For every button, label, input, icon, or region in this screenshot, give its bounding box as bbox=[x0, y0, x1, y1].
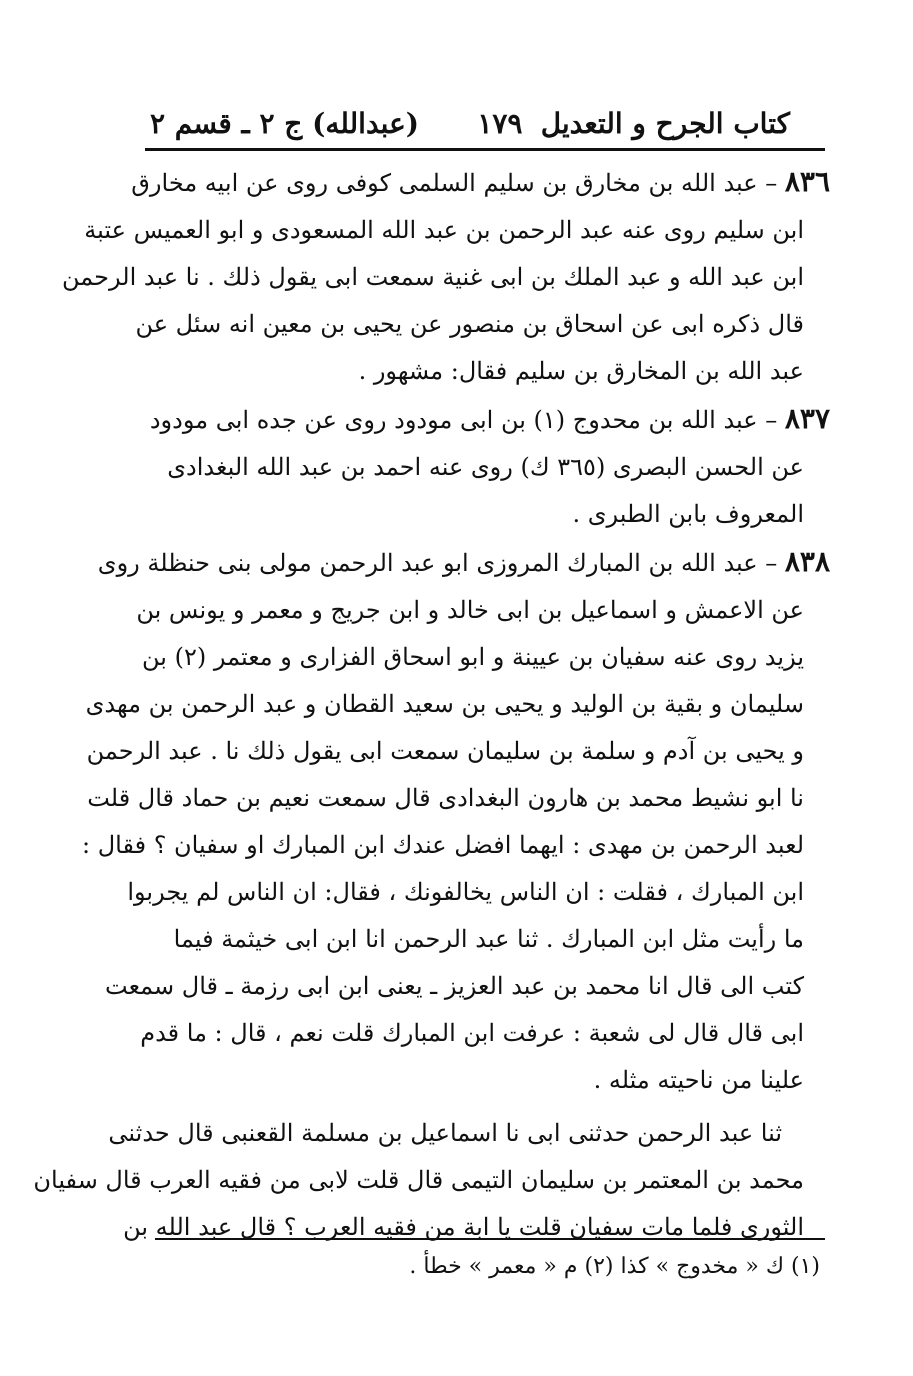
entry-line: نا ابو نشيط محمد بن هارون البغدادى قال سمعت نعيم بن حماد قال قلت bbox=[87, 784, 804, 812]
header-rule bbox=[145, 148, 825, 151]
entry-line: و يحيى بن آدم و سلمة بن سليمان سمعت ابى يقول ذلك نا . عبد الرحمن bbox=[86, 737, 804, 765]
entry-number: ٨٣٨ bbox=[784, 545, 830, 578]
entry-line: المعروف بابن الطبرى . bbox=[572, 500, 804, 528]
page-body bbox=[33, 158, 830, 1251]
entry-line: ٨٣٦ – عبد الله بن مخارق بن سليم السلمى كوفى روى عن ابيه مخارق bbox=[131, 165, 830, 198]
entry-line: ابن المبارك ، فقلت : ان الناس يخالفونك ، فقال: ان الناس لم يجربوا bbox=[127, 878, 804, 906]
entry-line: الثورى فلما مات سفيان قلت يا ابة من فقيه العرب ؟ قال عبد الله بن bbox=[123, 1213, 804, 1241]
footnote: (١) ك « مخدوج » كذا (٢) م « معمر » خطأ . bbox=[409, 1254, 820, 1279]
entry-line: قال ذكره ابى عن اسحاق بن منصور عن يحيى بن معين انه سئل عن bbox=[135, 310, 804, 338]
entry-line: ثنا عبد الرحمن حدثنى ابى نا اسماعيل بن مسلمة القعنبى قال حدثنى bbox=[108, 1119, 782, 1147]
entry-837 bbox=[150, 395, 830, 538]
continuation-paragraph bbox=[33, 1110, 830, 1251]
entry-line: ٨٣٧ – عبد الله بن محدوج (١) بن ابى مودود روى عن جده ابى مودود bbox=[149, 402, 830, 435]
entry-line: عن الحسن البصرى (٣٦٥ ك) روى عنه احمد بن عبد الله البغدادى bbox=[167, 453, 804, 481]
entry-number: ٨٣٧ bbox=[784, 402, 830, 435]
page-number: ١٧٩ bbox=[477, 107, 523, 140]
entry-line: سليمان و بقية بن الوليد و يحيى بن سعيد القطان و عبد الرحمن بن مهدى bbox=[85, 690, 804, 718]
entry-line: عبد الله بن المخارق بن سليم فقال: مشهور . bbox=[358, 357, 804, 385]
entry-line: علينا من ناحيته مثله . bbox=[593, 1066, 804, 1094]
entry-836 bbox=[62, 158, 830, 395]
entry-line: عن الاعمش و اسماعيل بن ابى خالد و ابن جريج و معمر و يونس بن bbox=[136, 596, 804, 624]
section-label: (عبدالله) ج ٢ ـ قسم ٢ bbox=[150, 107, 420, 140]
entry-line: يزيد روى عنه سفيان بن عيينة و ابو اسحاق الفزارى و معتمر (٢) بن bbox=[142, 643, 804, 671]
running-header bbox=[150, 85, 790, 140]
entry-line: ابن عبد الله و عبد الملك بن ابى غنية سمعت ابى يقول ذلك . نا عبد الرحمن bbox=[62, 263, 804, 291]
entry-line: ٨٣٨ – عبد الله بن المبارك المروزى ابو عبد الرحمن مولى بنى حنظلة روى bbox=[97, 545, 830, 578]
entry-line: محمد بن المعتمر بن سليمان التيمى قال قلت لابى من فقيه العرب قال سفيان bbox=[33, 1166, 804, 1194]
entry-number: ٨٣٦ bbox=[784, 165, 830, 198]
entry-838 bbox=[81, 538, 830, 1104]
entry-line: ما رأيت مثل ابن المبارك . ثنا عبد الرحمن انا ابن ابى خيثمة فيما bbox=[173, 925, 804, 953]
footnote-rule bbox=[155, 1238, 825, 1240]
entry-line: كتب الى قال انا محمد بن عبد العزيز ـ يعنى ابن ابى رزمة ـ قال سمعت bbox=[105, 972, 804, 1000]
entry-line: لعبد الرحمن بن مهدى : ايهما افضل عندك ابن المبارك او سفيان ؟ فقال : bbox=[81, 831, 804, 859]
book-title: كتاب الجرح و التعديل bbox=[540, 107, 790, 140]
entry-line: ابى قال قال لى شعبة : عرفت ابن المبارك قلت نعم ، قال : ما قدم bbox=[140, 1019, 804, 1047]
entry-line: ابن سليم روى عنه عبد الرحمن بن عبد الله المسعودى و ابو العميس عتبة bbox=[84, 216, 804, 244]
